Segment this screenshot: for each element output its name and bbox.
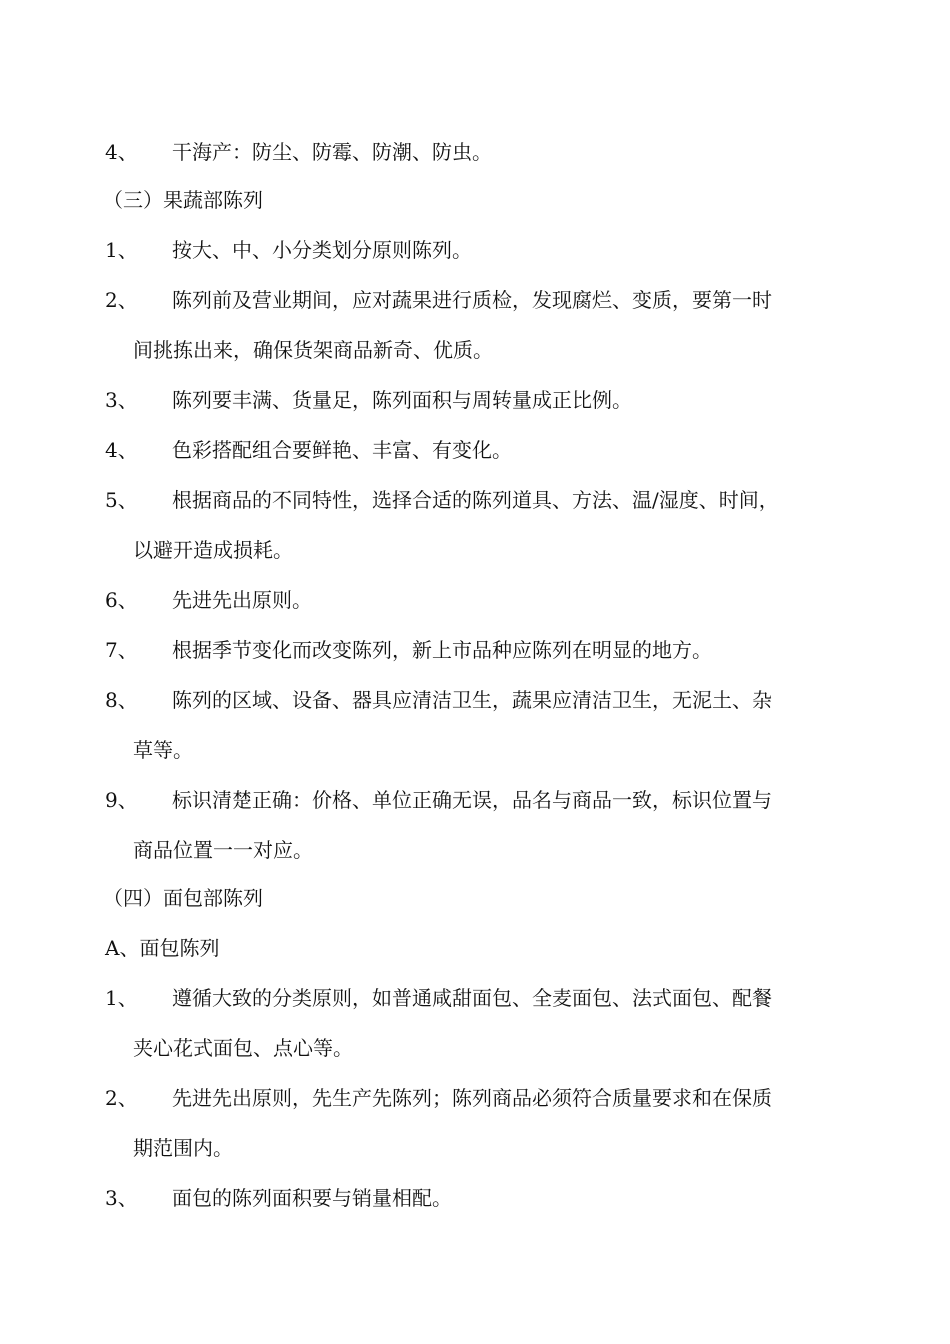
item-number: 6、 <box>105 588 138 612</box>
item-number: 3、 <box>105 1186 138 1210</box>
item-number: 4、 <box>105 438 138 462</box>
item-number: 4、 <box>105 140 138 164</box>
item-number: 5、 <box>105 488 138 512</box>
item-number: 2、 <box>105 288 138 312</box>
item-text: 遵循大致的分类原则，如普通咸甜面包、全麦面包、法式面包、配餐 <box>172 986 772 1010</box>
item-text: 标识清楚正确：价格、单位正确无误，品名与商品一致，标识位置与 <box>172 788 772 812</box>
item-number: 9、 <box>105 788 138 812</box>
item-continuation-text: 草等。 <box>133 738 193 762</box>
item-number: 8、 <box>105 688 138 712</box>
subsection-heading-text: A、面包陈列 <box>105 936 220 960</box>
section-heading-text: （四）面包部陈列 <box>103 886 263 910</box>
item-number: 3、 <box>105 388 138 412</box>
item-continuation-text: 期范围内。 <box>133 1136 233 1160</box>
item-text: 陈列要丰满、货量足，陈列面积与周转量成正比例。 <box>172 388 632 412</box>
item-continuation-text: 夹心花式面包、点心等。 <box>133 1036 353 1060</box>
item-text: 陈列前及营业期间，应对蔬果进行质检，发现腐烂、变质，要第一时 <box>172 288 772 312</box>
item-continuation-text: 以避开造成损耗。 <box>133 538 293 562</box>
item-text: 干海产：防尘、防霉、防潮、防虫。 <box>172 140 492 164</box>
item-number: 1、 <box>105 986 138 1010</box>
item-text: 根据商品的不同特性，选择合适的陈列道具、方法、温/湿度、时间， <box>172 488 779 512</box>
item-number: 1、 <box>105 238 138 262</box>
item-text: 先进先出原则，先生产先陈列；陈列商品必须符合质量要求和在保质 <box>172 1086 772 1110</box>
item-text: 面包的陈列面积要与销量相配。 <box>172 1186 452 1210</box>
item-number: 2、 <box>105 1086 138 1110</box>
item-text: 根据季节变化而改变陈列，新上市品种应陈列在明显的地方。 <box>172 638 712 662</box>
item-continuation-text: 商品位置一一对应。 <box>133 838 313 862</box>
item-text: 陈列的区域、设备、器具应清洁卫生，蔬果应清洁卫生，无泥土、杂 <box>172 688 772 712</box>
item-text: 色彩搭配组合要鲜艳、丰富、有变化。 <box>172 438 512 462</box>
item-text: 先进先出原则。 <box>172 588 312 612</box>
section-heading-text: （三）果蔬部陈列 <box>103 188 263 212</box>
item-continuation-text: 间挑拣出来，确保货架商品新奇、优质。 <box>133 338 493 362</box>
item-number: 7、 <box>105 638 138 662</box>
item-text: 按大、中、小分类划分原则陈列。 <box>172 238 472 262</box>
